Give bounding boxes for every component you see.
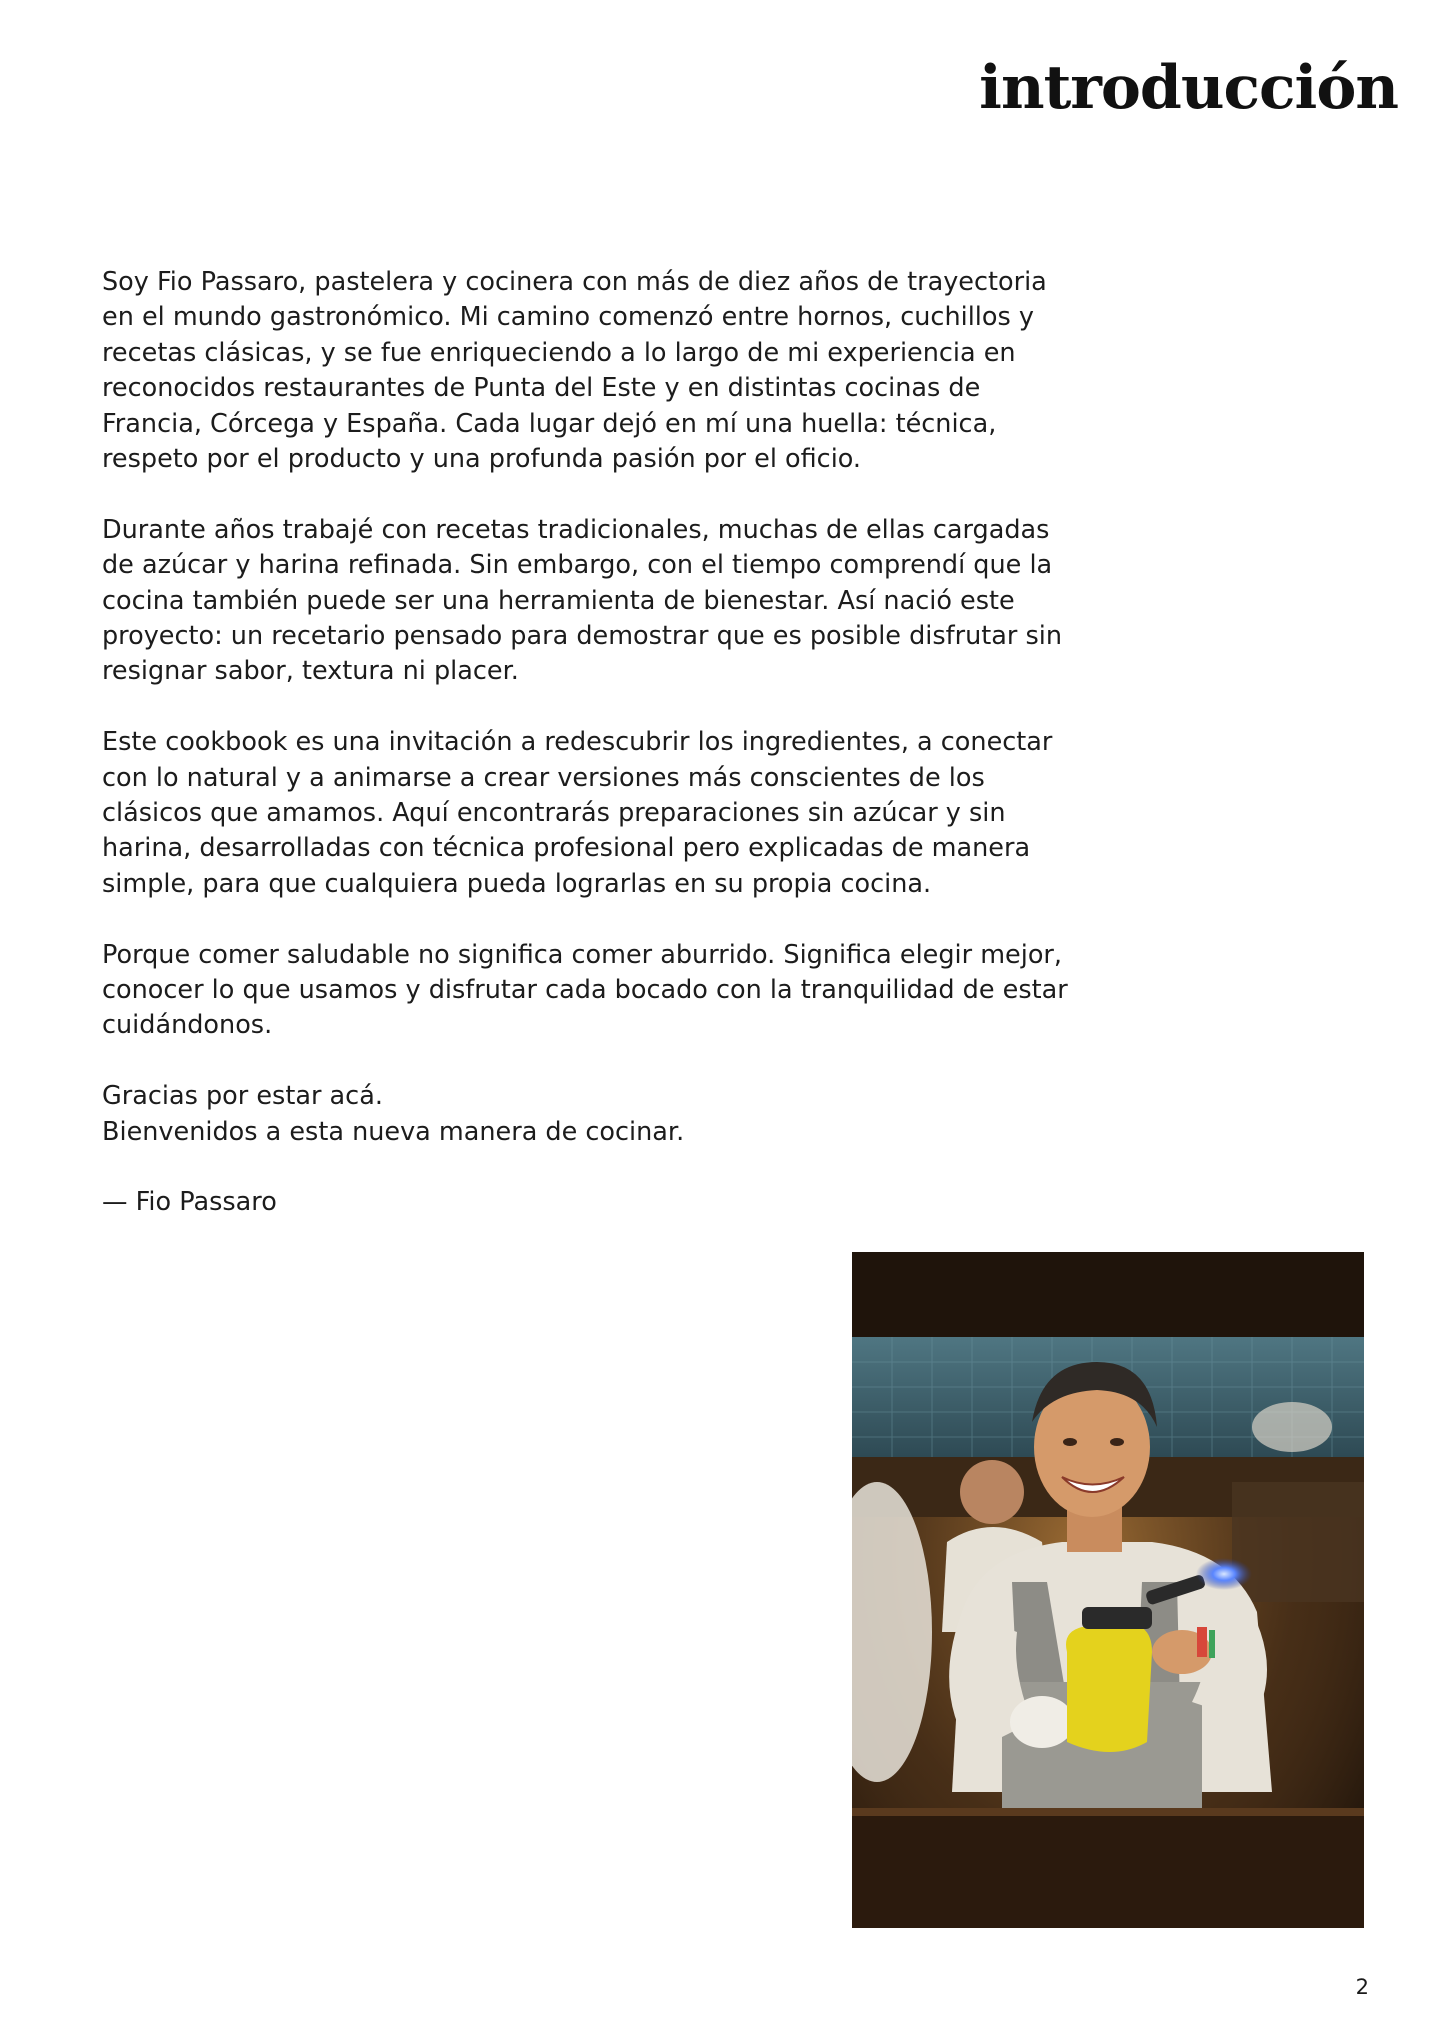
wristband-2 — [1209, 1630, 1215, 1658]
page-number: 2 — [1355, 1975, 1369, 1999]
paragraph-3: Este cookbook es una invitación a redescubrir los ingredientes, a conectar con lo natural y a animarse a crear versiones más conscientes de los clásicos que amamos. Aquí encontrarás preparaciones sin azúcar y sin harina, desarrolladas con técnica profesional pero explicadas de manera simple, para que cualquiera pueda lograrlas en su propia cocina. — [102, 727, 1053, 899]
signature: — Fio Passaro — [102, 1187, 277, 1218]
counter — [852, 1812, 1364, 1928]
chef-eye-left — [1063, 1438, 1077, 1446]
paragraph-4: Porque comer saludable no significa comer aburrido. Significa elegir mejor, conocer lo que usamos y disfrutar cada bocado con la tranquilidad de estar cuidándonos. — [102, 939, 1068, 1041]
paragraph-1: Soy Fio Passaro, pastelera y cocinera con más de diez años de trayectoria en el mundo gastronómico. Mi camino comenzó entre hornos, cuchillos y recetas clásicas, y se fue enriqueciendo a lo largo de mi experiencia en reconocidos restaurantes de Punta del Este y en distintas cocinas de Francia, Córcega y España. Cada lugar dejó en mí una huella: técnica, respeto por el producto y una profunda pasión por el oficio. — [102, 267, 1047, 475]
background-cook-right — [1252, 1402, 1332, 1452]
chef-eye-right — [1110, 1438, 1124, 1446]
steel-equipment — [1232, 1482, 1364, 1602]
closing-lines: Gracias por estar acá. Bienvenidos a esta nueva manera de cocinar. — [102, 1081, 685, 1147]
wristband — [1197, 1627, 1207, 1657]
paragraph-2: Durante años trabajé con recetas tradicionales, muchas de ellas cargadas de azúcar y harina refinada. Sin embargo, con el tiempo comprendí que la cocina también puede ser una herramienta de bienestar. Así nació este proyecto: un recetario pensado para demostrar que es posible disfrutar sin resignar sabor, textura ni placer. — [102, 514, 1062, 687]
introduction-text — [102, 265, 1252, 1256]
ceiling — [852, 1252, 1364, 1337]
chef-photo-illustration — [852, 1252, 1364, 1928]
chef-glove-left — [1010, 1696, 1074, 1748]
counter-edge — [852, 1808, 1364, 1816]
chef-photo — [852, 1252, 1364, 1928]
torch-flame — [1196, 1558, 1252, 1590]
background-cook-head — [960, 1460, 1024, 1524]
torch-head — [1082, 1607, 1152, 1629]
torch-canister — [1066, 1624, 1152, 1752]
page-title: introducción — [979, 53, 1398, 123]
